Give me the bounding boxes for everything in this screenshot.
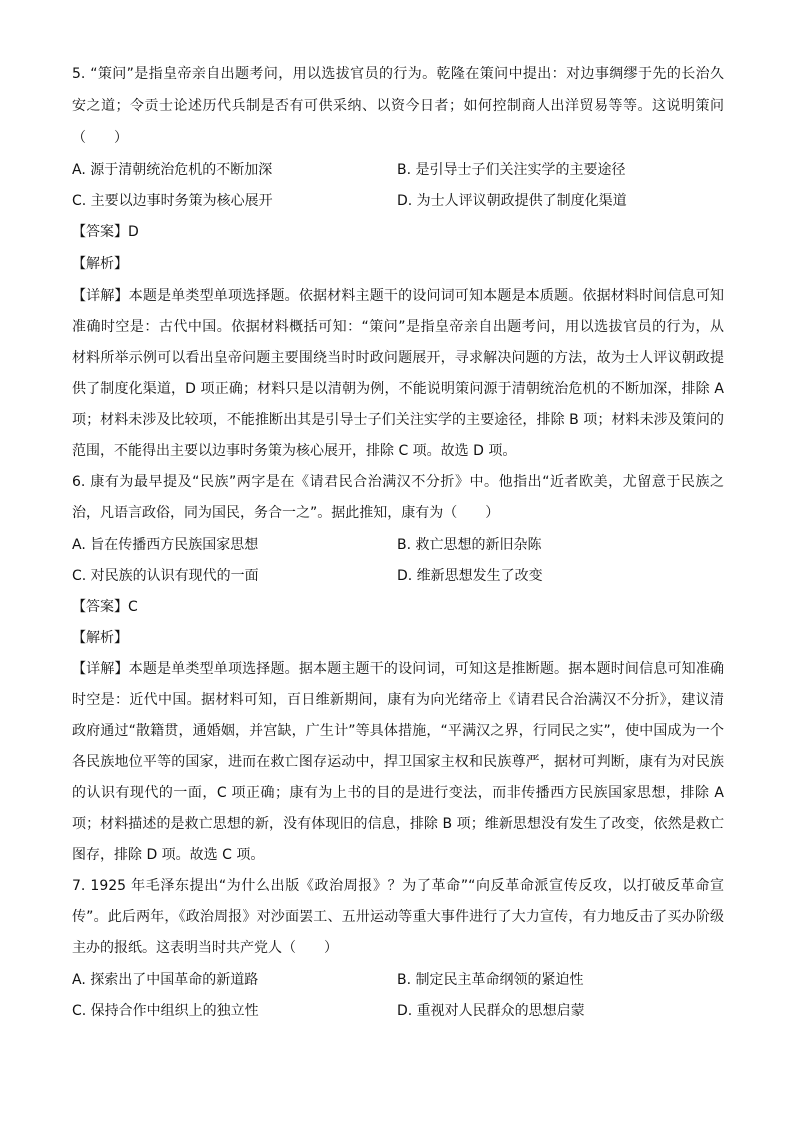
q5-option-a: A. 源于清朝统治危机的不断加深 bbox=[72, 162, 273, 178]
q7-option-d: D. 重视对人民群众的思想启蒙 bbox=[397, 1003, 585, 1019]
q5-answer-row bbox=[72, 222, 724, 242]
q5-analysis-label: 【解析】 bbox=[72, 256, 128, 272]
q5-stem-line-1: 5. “策问”是指皇帝亲自出题考问，用以选拔官员的行为。乾隆在策问中提出：对边事绸缪于先的长治久 bbox=[72, 66, 724, 82]
q6-answer-row bbox=[72, 597, 724, 617]
q5-analysis-line-4: 供了制度化渠道，D 项正确；材料只是以清朝为例，不能说明策问源于清朝统治危机的不断加深，排除 A bbox=[72, 381, 724, 397]
q5-option-b: B. 是引导士子们关注实学的主要途径 bbox=[397, 162, 626, 178]
q6-analysis-line-5: 的认识有现代的一面，C 项正确；康有为上书的目的是进行变法，而非传播西方民族国家思想，排除 A bbox=[72, 785, 724, 801]
q7-option-c: C. 保持合作中组织上的独立性 bbox=[72, 1003, 259, 1019]
q7-stem-line-3: 主办的报纸。这表明当时共产党人（ ） bbox=[72, 940, 338, 956]
q6-analysis-line-1: 【详解】本题是单类型单项选择题。据本题主题干的设问词，可知这是推断题。据本题时间信息可知准确 bbox=[72, 661, 724, 677]
q5-analysis-line-1: 【详解】本题是单类型单项选择题。依据材料主题干的设问词可知本题是本质题。依据材料时间信息可知 bbox=[72, 288, 724, 304]
q6-option-c: C. 对民族的认识有现代的一面 bbox=[72, 568, 259, 584]
q6-analysis-line-6: 项；材料描述的是救亡思想的新，没有体现旧的信息，排除 B 项；维新思想没有发生了改变，依然是救亡 bbox=[72, 816, 724, 832]
q5-answer-label: 【答案】 bbox=[72, 224, 128, 240]
q5-analysis-line-6: 范围，不能得出主要以边事时务策为核心展开，排除 C 项。故选 D 项。 bbox=[72, 443, 517, 459]
q6-option-b: B. 救亡思想的新旧杂陈 bbox=[397, 537, 542, 553]
q6-answer-value: C bbox=[128, 599, 138, 615]
q5-analysis-line-3: 材料所举示例可以看出皇帝问题主要围绕当时时政问题展开，寻求解决问题的方法，故为士人评议朝政提 bbox=[72, 350, 724, 366]
q7-stem-line-1: 7. 1925 年毛泽东提出“为什么出版《政治周报》？为了革命”“向反革命派宣传反攻，以打破反革命宣 bbox=[72, 878, 724, 894]
q6-analysis-line-2: 时空是：近代中国。据材料可知，百日维新期间，康有为向光绪帝上《请君民合治满汉不分折》，建议清 bbox=[72, 692, 724, 708]
q5-answer-value: D bbox=[128, 224, 139, 240]
q6-analysis-label: 【解析】 bbox=[72, 630, 128, 646]
q5-stem-line-3: （ ） bbox=[72, 130, 128, 146]
q5-analysis-line-2: 准确时空是：古代中国。依据材料概括可知：“策问”是指皇帝亲自出题考问，用以选拔官员的行为，从 bbox=[72, 319, 724, 335]
q6-stem-line-1: 6. 康有为最早提及“民族”两字是在《请君民合治满汉不分折》中。他指出“近者欧美，尤留意于民族之 bbox=[72, 474, 724, 490]
q6-option-a: A. 旨在传播西方民族国家思想 bbox=[72, 537, 259, 553]
q6-option-d: D. 维新思想发生了改变 bbox=[397, 568, 543, 584]
q6-answer-label: 【答案】 bbox=[72, 599, 128, 615]
q5-option-c: C. 主要以边事时务策为核心展开 bbox=[72, 193, 273, 209]
q7-option-a: A. 探索出了中国革命的新道路 bbox=[72, 972, 259, 988]
q6-analysis-line-4: 各民族地位平等的国家，进而在救亡图存运动中，捍卫国家主权和民族尊严，据材可判断，康有为对民族 bbox=[72, 754, 724, 770]
q6-analysis-line-7: 图存，排除 D 项。故选 C 项。 bbox=[72, 847, 265, 863]
q6-analysis-line-3: 政府通过“散籍贯，通婚姻，并宫缺，广生计”等具体措施，“平满汉之界，行同民之实”，使中国成为一个 bbox=[72, 723, 724, 739]
q5-option-d: D. 为士人评议朝政提供了制度化渠道 bbox=[397, 193, 627, 209]
q7-stem-line-2: 传”。此后两年，《政治周报》对沙面罢工、五卅运动等重大事件进行了大力宣传，有力地反击了买办阶级 bbox=[72, 909, 724, 925]
q5-stem-line-2: 安之道；令贡士论述历代兵制是否有可供采纳、以资今日者；如何控制商人出洋贸易等等。这说明策问 bbox=[72, 98, 724, 114]
q5-analysis-line-5: 项；材料未涉及比较项，不能推断出其是引导士子们关注实学的主要途径，排除 B 项；材料未涉及策问的 bbox=[72, 412, 724, 428]
q6-stem-line-2: 治，凡语言政俗，同为国民，务合一之”。据此推知，康有为（ ） bbox=[72, 505, 500, 521]
q7-option-b: B. 制定民主革命纲领的紧迫性 bbox=[397, 972, 584, 988]
